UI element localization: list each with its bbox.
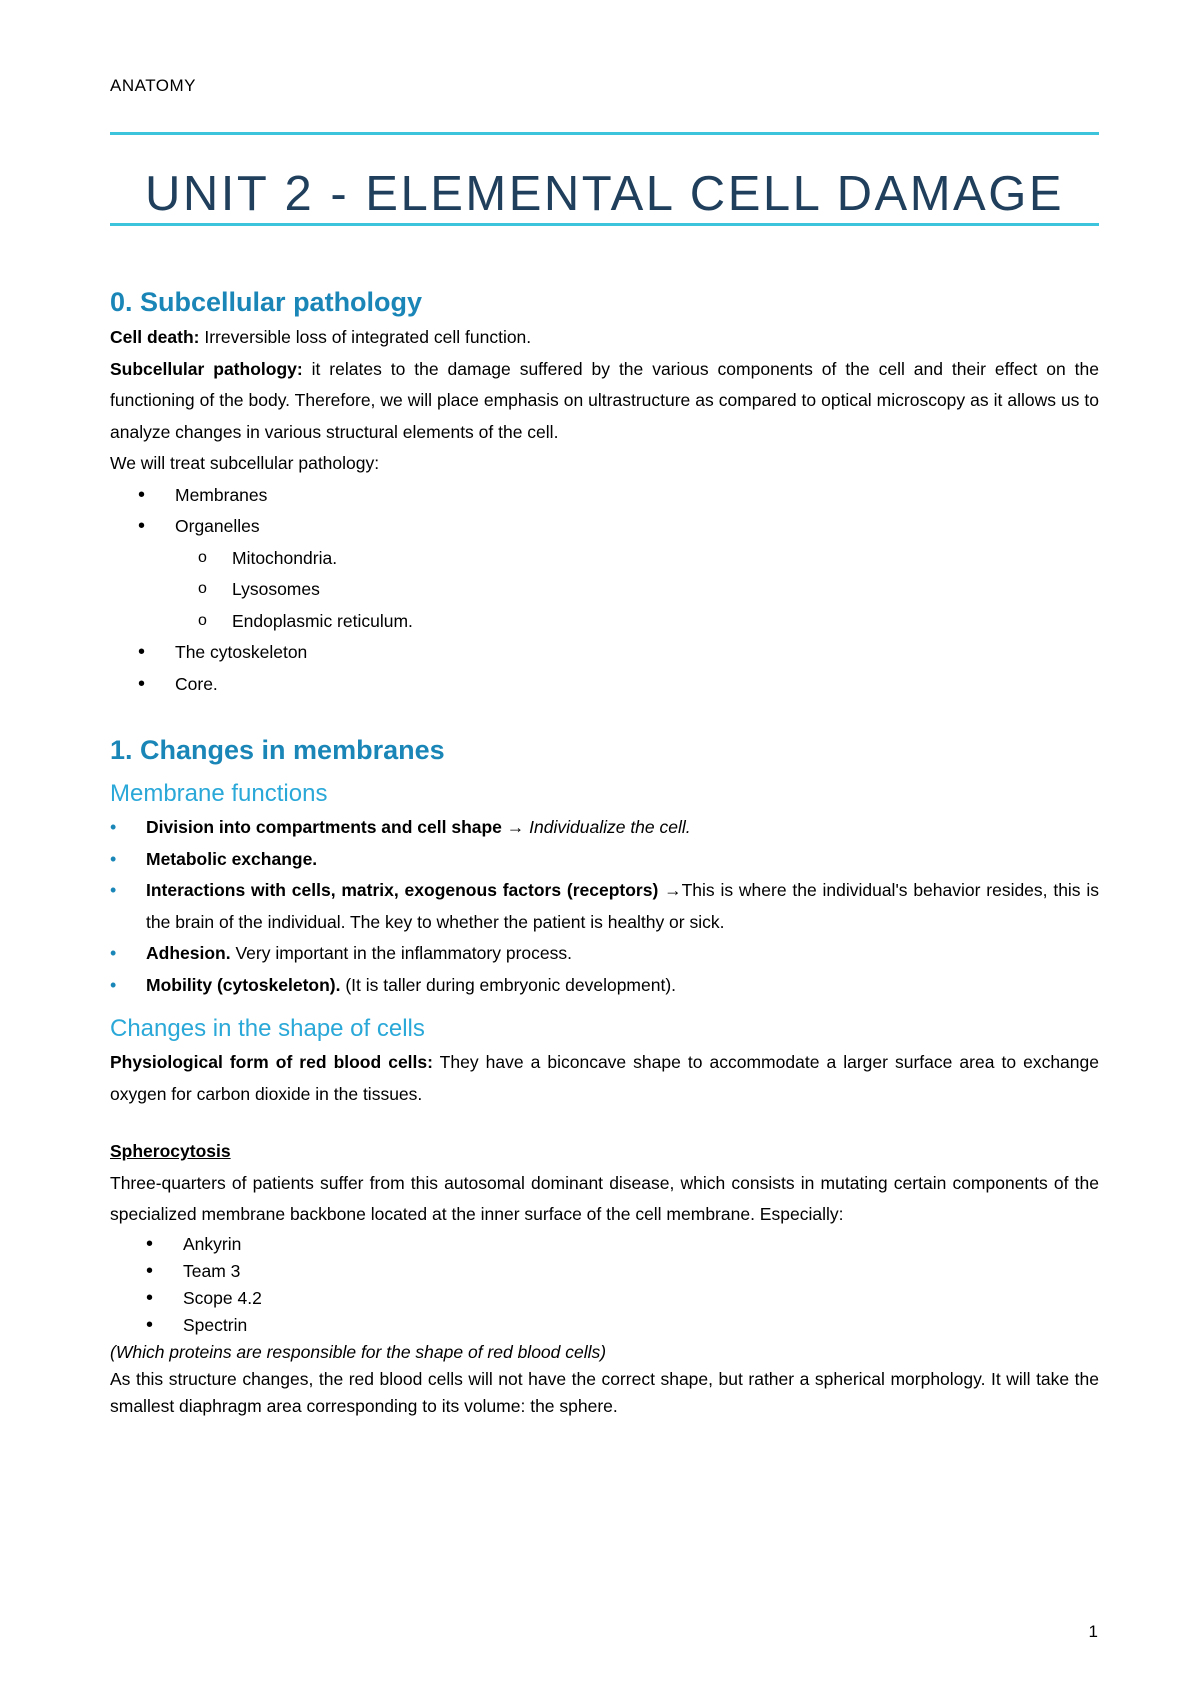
list-item: o Endoplasmic reticulum. [110,606,1099,638]
function-italic: Individualize the cell. [524,817,691,837]
treat-intro: We will treat subcellular pathology: [110,453,380,473]
title-rule-bottom [110,223,1099,226]
function-text: Very important in the inflammatory process. [230,943,572,963]
subcellular-pathology-text: it relates to the damage suffered by the various components of the cell and their effect on the functioning of the body. Therefore, we will place emphasis on ultrastructure as compared to optical microscopy as it allows us to analyze changes in various structural elements of the cell. [110,358,1099,442]
proteins-note-text: (Which proteins are responsible for the shape of red blood cells) [110,1341,607,1362]
list-item: • Membranes [110,480,1099,512]
page-header: ANATOMY [110,76,196,95]
list-item: o Lysosomes [110,574,1099,606]
closing-paragraph: As this structure changes, the red blood cells will not have the correct shape, but rather a spherical morphology. It will take the smallest diaphragm area corresponding to its volume: the sphere. [110,1368,1099,1416]
topics-list-b [110,637,1099,700]
document-body [110,282,1099,1420]
cell-shape-heading: Changes in the shape of cells [110,1015,425,1042]
list-item [110,970,1099,1002]
membrane-functions-list [110,812,1099,1001]
function-bold: Metabolic exchange. [146,848,318,869]
subcellular-pathology-paragraph [110,354,1099,449]
cell-death-text: Irreversible loss of integrated cell function. [199,327,532,347]
function-bold: Interactions with cells, matrix, exogenous factors (receptors) → [146,880,682,900]
list-item [110,938,1099,970]
rbc-paragraph [110,1047,1099,1110]
list-item [110,812,1099,844]
spherocytosis-paragraph: Three-quarters of patients suffer from this autosomal dominant disease, which consists in mutating certain components of the specialized membrane backbone located at the inner surface of the cell membrane. Especially: [110,1172,1099,1224]
function-bold: Mobility (cytoskeleton). [146,974,341,995]
proteins-note [110,1339,1099,1366]
membrane-functions-heading: Membrane functions [110,780,328,807]
function-bold: Division into compartments and cell shape → [146,817,525,837]
list-item: • Core. [110,669,1099,701]
list-item: • Spectrin [110,1312,1099,1339]
document-title: UNIT 2 - ELEMENTAL CELL DAMAGE [144,167,1065,221]
title-rule-top [110,132,1099,135]
topics-list-a [110,480,1099,543]
list-item: • Team 3 [110,1258,1099,1285]
subcellular-pathology-label: Subcellular pathology: [110,358,303,379]
list-item: • Organelles [110,511,1099,543]
list-item: • Scope 4.2 [110,1285,1099,1312]
page-number: 1 [1088,1622,1098,1641]
section-1-heading: 1. Changes in membranes [110,735,445,765]
list-item [110,844,1099,876]
function-text: This is where the individual's behavior resides, this is the brain of the individual. The key to whether the patient is healthy or sick. [146,880,1099,932]
function-bold: Adhesion. [146,943,231,963]
list-item [110,875,1099,938]
list-item: • The cytoskeleton [110,637,1099,669]
proteins-list [110,1231,1099,1339]
list-item: o Mitochondria. [110,543,1099,575]
cell-death-paragraph [110,322,1099,354]
organelles-sublist [110,543,1099,638]
section-0-heading: 0. Subcellular pathology [110,287,423,317]
cell-death-label: Cell death: [110,327,200,347]
function-text: (It is taller during embryonic development). [340,974,677,995]
rbc-label: Physiological form of red blood cells: [110,1052,433,1072]
rbc-text: They have a biconcave shape to accommodate a larger surface area to exchange oxygen for carbon dioxide in the tissues. [110,1052,1099,1104]
list-item: • Ankyrin [110,1231,1099,1258]
spherocytosis-title: Spherocytosis [110,1141,231,1161]
